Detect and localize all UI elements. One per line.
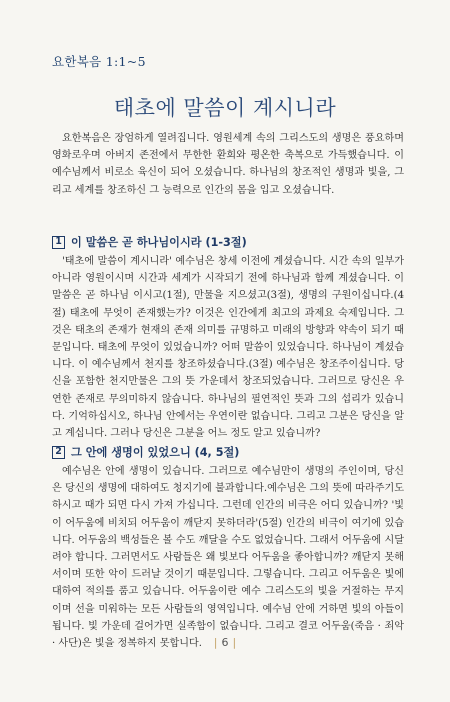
page-title: 태초에 말씀이 계시니라 — [113, 96, 337, 120]
section-heading-text: 그 안에 생명이 있었으니 (4, 5절) — [71, 446, 240, 459]
divider: | — [232, 636, 237, 649]
section-2-body: 예수님은 안에 생명이 있습니다. 그러므로 예수님만이 생명의 주인이며, 당신은 당신의 생명에 대하여도 청지기에 불과합니다.예수님은 그의 뜻에 따라주기도 하시고 때가 되면 다시 가져 가십니다. 그런데 인간의 비극은 어디 있습니까? '빛이 어두움에 비치되 어두움이 깨닫지 못하더라'(5절) 인간의 비극이 여기에 있습니다. 어두움의 백성들은 볼 수도 깨달을 수도 없었습니다. 그래서 어두움에 시달려야 합니다. 그러면서도 사람들은 왜 빛보다 어두움을 좋아합니까? 깨닫지 못해서이며 또한 악이 드러날 것이기 때문입니다. 그렇습니다. 그리고 어두움은 빛에 대하여 적의를 품고 있습니다. 어두움이란 예수 그리스도의 빛을 거절하는 무지이며 선을 미워하는 모든 사람들의 영역입니다. 예수님 안에 거하면 빛의 아들이 됩니다. 빛 가운데 걸어가면 실족함이 없습니다. 그리고 결코 어두움(죽음 · 죄악 · 사단)은 빛을 정복하지 못합니다. — [52, 466, 404, 650]
intro-paragraph: 요한복음은 장엄하게 열려집니다. 영원세계 속의 그리스도의 생명은 풍요하며 영화로우며 아버지 존전에서 무한한 환희와 평온한 축복으로 가득했습니다. 이 예수님께서 비로소 육신이 되어 오셨습니다. 하나님의 창조적인 생명과 빛을, 그리고 세계를 창조하신 그 능력으로 인간의 몸을 입고 오셨습니다. — [52, 133, 404, 196]
section-1-body: '태초에 말씀이 계시니라' 예수님은 창세 이전에 계셨습니다. 시간 속의 일부가 아니라 영원이시며 시간과 세계가 시작되기 전에 하나님과 함께 계셨습니다. 이 말씀은 곧 하나님 이시고(1절), 만물을 지으셨고(3절), 생명의 구원이십니다.(4절) 태초에 무엇이 존재했는가? 이것은 인간에게 최고의 과제요 숙제입니다. 그것은 태초의 존재가 현재의 존재 의미를 규명하고 미래의 방향과 약속이 되기 때문입니다. 태초에 무엇이 있었습니까? 어떠 말씀이 있었습니다. 하나님이 계셨습니다. 이 예수님께서 천지를 창조하셨습니다.(3절) 예수님은 창조주이십니다. 당신을 포함한 천지만물은 그의 뜻 가운데서 창조되었습니다. 그러므로 당신은 우연한 존재로 무의미하지 않습니다. 하나님의 필연적인 뜻과 그의 섭리가 있습니다. 기억하십시오, 하나님 안에서는 우연이란 없습니다. 그리고 그분은 당신을 알고 계십니다. 그러나 당신은 그분을 어느 정도 알고 있습니까? — [52, 256, 404, 440]
section-number-badge: 2 — [52, 446, 65, 459]
page-number — [0, 636, 450, 649]
section-1-heading — [52, 234, 247, 250]
page-number-text: 6 — [221, 636, 229, 649]
divider: | — [213, 636, 218, 649]
section-number-badge: 1 — [52, 236, 65, 249]
section-2-heading — [52, 444, 239, 460]
scripture-reference: 요한복음 1:1~5 — [52, 54, 146, 69]
section-heading-text: 이 말씀은 곧 하나님이시라 (1-3절) — [71, 236, 247, 249]
